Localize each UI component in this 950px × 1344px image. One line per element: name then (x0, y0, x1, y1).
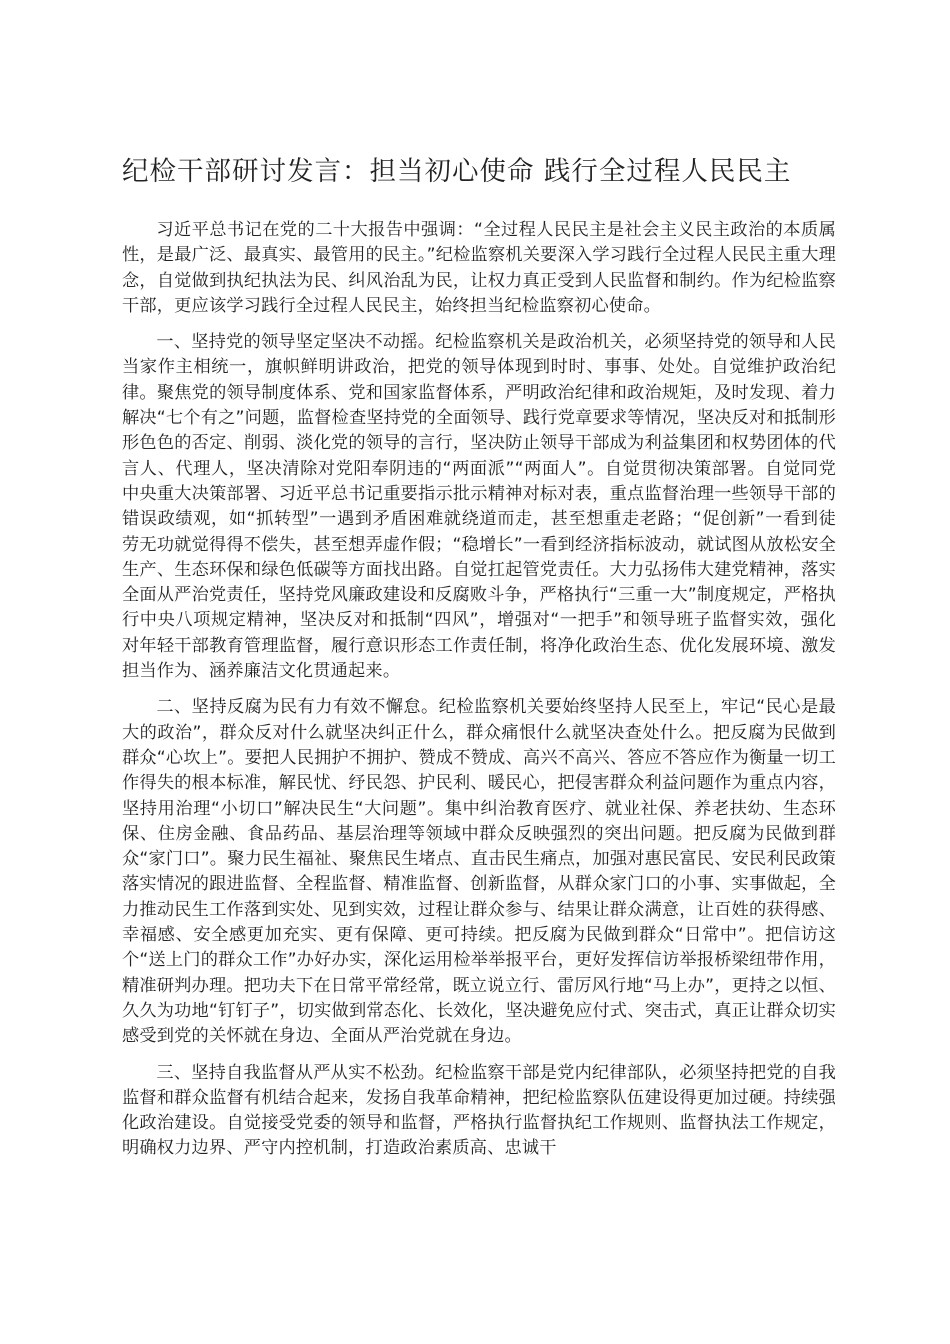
document-title: 纪检干部研讨发言：担当初心使命 践行全过程人民民主 (122, 156, 792, 187)
document-page (122, 152, 836, 1173)
paragraph-section-1: 一、坚持党的领导坚定坚决不动摇。纪检监察机关是政治机关，必须坚持党的领导和人民当家作主相统一，旗帜鲜明讲政治，把党的领导体现到时时、事事、处处。自觉维护政治纪律。聚焦党的领导制度体系、党和国家监督体系，严明政治纪律和政治规矩，及时发现、着力解决“七个有之”问题，监督检查坚持党的全面领导、践行党章要求等情况，坚决反对和抵制形形色色的否定、削弱、淡化党的领导的言行，坚决防止领导干部成为利益集团和权势团体的代言人、代理人，坚决清除对党阳奉阴违的“两面派”“两面人”。自觉贯彻决策部署。自觉同党中央重大决策部署、习近平总书记重要指示批示精神对标对表，重点监督治理一些领导干部的错误政绩观，如“抓转型”一遇到矛盾困难就绕道而走，甚至想重走老路；“促创新”一看到徒劳无功就觉得得不偿失，甚至想弄虚作假；“稳增长”一看到经济指标波动，就试图从放松安全生产、生态环保和绿色低碳等方面找出路。自觉扛起管党责任。大力弘扬伟大建党精神，落实全面从严治党责任，坚持党风廉政建设和反腐败斗争，严格执行“三重一大”制度规定，严格执行中央八项规定精神，坚决反对和抵制“四风”，增强对“一把手”和领导班子监督实效，强化对年轻干部教育管理监督，履行意识形态工作责任制，将净化政治生态、优化发展环境、激发担当作为、涵养廉洁文化贯通起来。 (122, 332, 836, 682)
paragraph-section-3: 三、坚持自我监督从严从实不松劲。纪检监察干部是党内纪律部队，必须坚持把党的自我监督和群众监督有机结合起来，发扬自我革命精神，把纪检监察队伍建设得更加过硬。持续强化政治建设。自觉接受党委的领导和监督，严格执行监督执纪工作规则、监督执法工作规定，明确权力边界、严守内控机制，打造政治素质高、忠诚干 (122, 1062, 836, 1159)
paragraph-intro: 习近平总书记在党的二十大报告中强调：“全过程人民民主是社会主义民主政治的本质属性，是最广泛、最真实、最管用的民主。”纪检监察机关要深入学习践行全过程人民民主重大理念，自觉做到执纪执法为民、纠风治乱为民，让权力真正受到人民监督和制约。作为纪检监察干部，更应该学习践行全过程人民民主，始终担当纪检监察初心使命。 (122, 220, 836, 316)
paragraph-section-2: 二、坚持反腐为民有力有效不懈怠。纪检监察机关要始终坚持人民至上，牢记“民心是最大的政治”，群众反对什么就坚决纠正什么，群众痛恨什么就坚决查处什么。把反腐为民做到群众“心坎上”。要把人民拥护不拥护、赞成不赞成、高兴不高兴、答应不答应作为衡量一切工作得失的根本标准，解民忧、纾民怨、护民利、暖民心，把侵害群众利益问题作为重点内容，坚持用治理“小切口”解决民生“大问题”。集中纠治教育医疗、就业社保、养老扶幼、生态环保、住房金融、食品药品、基层治理等领域中群众反映强烈的突出问题。把反腐为民做到群众“家门口”。聚力民生福祉、聚焦民生堵点、直击民生痛点，加强对惠民富民、安民利民政策落实情况的跟进监督、全程监督、精准监督、创新监督，从群众家门口的小事、实事做起，全力推动民生工作落到实处、见到实效，过程让群众参与、结果让群众满意，让百姓的获得感、幸福感、安全感更加充实、更有保障、更可持续。把反腐为民做到群众“日常中”。把信访这个“送上门的群众工作”办好办实，深化运用检举举报平台，更好发挥信访举报桥梁纽带作用，精准研判办理。把功夫下在日常平常经常，既立说立行、雷厉风行地“马上办”，更持之以恒、久久为功地“钉钉子”，切实做到常态化、长效化，坚决避免应付式、突击式，真正让群众切实感受到党的关怀就在身边、全面从严治党就在身边。 (122, 697, 836, 1047)
